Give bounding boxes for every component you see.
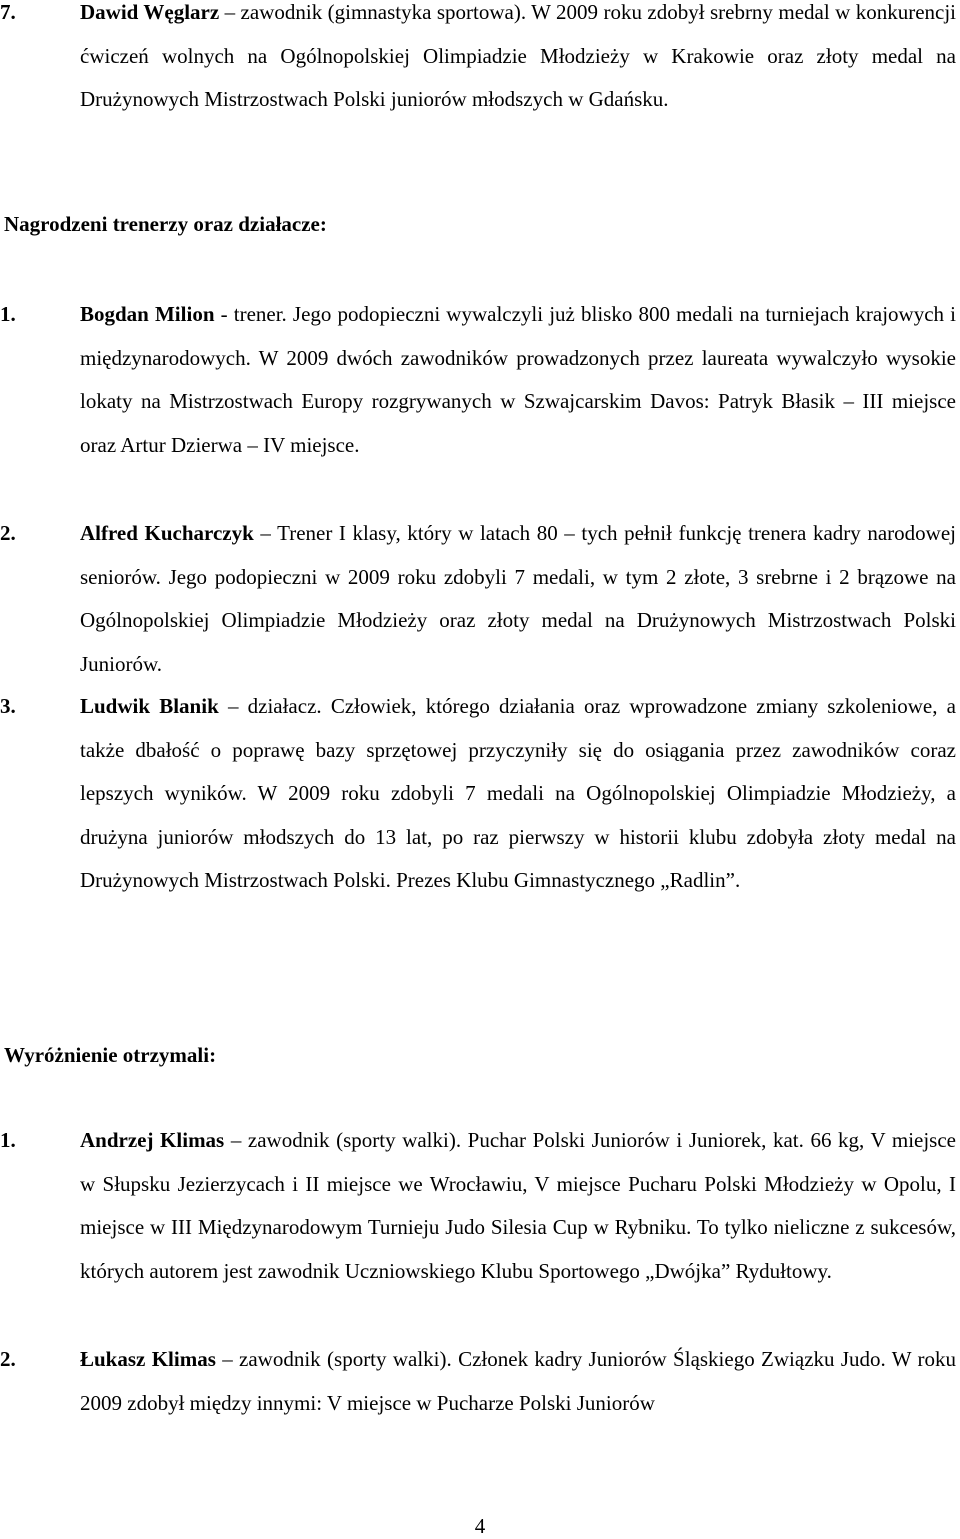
- page-number: 4: [474, 1514, 486, 1538]
- list-item: [0, 293, 956, 467]
- section-heading: Wyróżnienie otrzymali:: [4, 1043, 217, 1067]
- list-item: [0, 685, 956, 903]
- section-heading: Nagrodzeni trenerzy oraz działacze:: [4, 212, 327, 236]
- person-name: Alfred Kucharczyk: [80, 521, 254, 545]
- item-text: Ludwik Blanik – działacz. Człowiek, którego działania oraz wprowadzone zmiany szkoleniowe, a także dbałość o poprawę bazy sprzętowej przyczyniły się do osiągania przez zawodników coraz lepszych wyników. W 2009 roku zdobyli 7 medali na Ogólnopolskiej Olimpiadzie Młodzieży, a drużyna juniorów młodszych do 13 lat, po raz pierwszy w historii klubu zdobyła złoty medal na Drużynowych Mistrzostwach Polski. Prezes Klubu Gimnastycznego „Radlin”.: [80, 694, 956, 893]
- person-name: Dawid Węglarz: [80, 0, 220, 24]
- person-name: Bogdan Milion: [80, 302, 215, 326]
- list-item: [0, 1119, 956, 1293]
- list-item: [0, 512, 956, 686]
- item-number: 2.: [0, 521, 16, 545]
- item-text: Bogdan Milion - trener. Jego podopieczni wywalczyli już blisko 800 medali na turniejach krajowych i międzynarodowych. W 2009 dwóch zawodników prowadzonych przez laureata wywalczyło wysokie lokaty na Mistrzostwach Europy rozgrywanych w Szwajcarskim Davos: Patryk Błasik – III miejsce oraz Artur Dzierwa – IV miejsce.: [80, 302, 956, 457]
- item-text: Andrzej Klimas – zawodnik (sporty walki). Puchar Polski Juniorów i Juniorek, kat. 66 kg, V miejsce w Słupsku Jezierzycach i II miejsce we Wrocławiu, V miejsce Pucharu Polski Młodzieży w Opolu, I miejsce w III Międzynarodowym Turnieju Judo Silesia Cup w Rybniku. To tylko nieliczne z sukcesów, których autorem jest zawodnik Uczniowskiego Klubu Sportowego „Dwójka” Rydułtowy.: [80, 1128, 956, 1283]
- item-text: Alfred Kucharczyk – Trener I klasy, który w latach 80 – tych pełnił funkcję trenera kadry narodowej seniorów. Jego podopieczni w 2009 roku zdobyli 7 medali, w tym 2 złote, 3 srebrne i 2 brązowe na Ogólnopolskiej Olimpiadzie Młodzieży oraz złoty medal na Drużynowych Mistrzostwach Polski Juniorów.: [80, 521, 956, 676]
- list-item: [0, 1338, 956, 1425]
- item-text: Dawid Węglarz – zawodnik (gimnastyka sportowa). W 2009 roku zdobył srebrny medal w konkurencji ćwiczeń wolnych na Ogólnopolskiej Olimpiadzie Młodzieży w Krakowie oraz złoty medal na Drużynowych Mistrzostwach Polski juniorów młodszych w Gdańsku.: [80, 0, 957, 112]
- item-text: Łukasz Klimas – zawodnik (sporty walki). Członek kadry Juniorów Śląskiego Związku Judo. W roku 2009 zdobył między innymi: V miejsce w Pucharze Polski Juniorów: [80, 1347, 957, 1415]
- person-name: Ludwik Blanik: [80, 694, 219, 718]
- item-number: 7.: [0, 0, 16, 24]
- person-name: Andrzej Klimas: [80, 1128, 225, 1152]
- item-number: 3.: [0, 694, 16, 718]
- item-number: 1.: [0, 1128, 16, 1152]
- list-item: [0, 0, 956, 122]
- item-number: 2.: [0, 1347, 16, 1371]
- item-number: 1.: [0, 302, 16, 326]
- person-name: Łukasz Klimas: [80, 1347, 216, 1371]
